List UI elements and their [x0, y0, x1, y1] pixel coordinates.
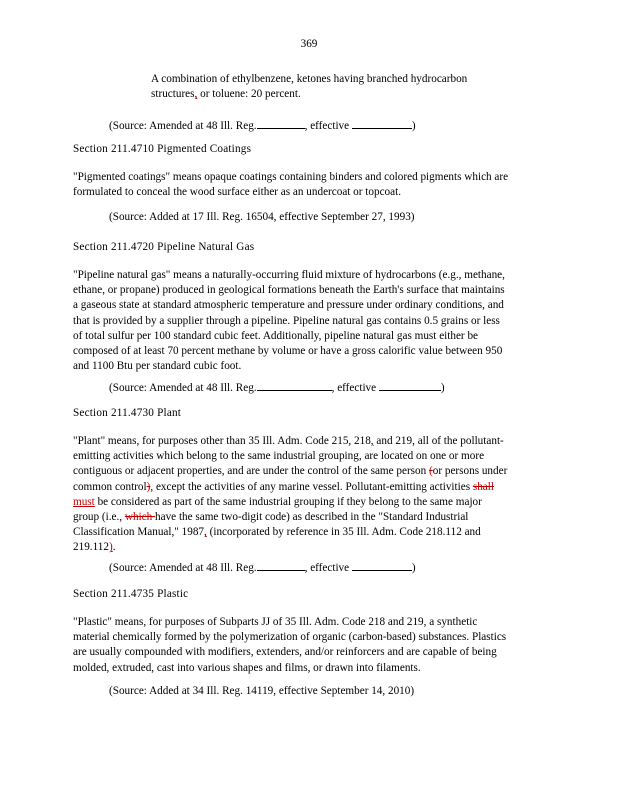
body-line: 219.112).	[73, 541, 116, 554]
inserted-comma: ,	[370, 435, 374, 447]
body-line: contiguous or adjacent properties, and are under the control of the same person (or persons under	[73, 465, 508, 478]
body-line: must be considered as part of the same industrial grouping if they belong to the same major	[73, 495, 482, 508]
section-heading-4720: Section 211.4720 Pipeline Natural Gas	[73, 241, 255, 253]
deleted-word-which: which	[124, 511, 156, 524]
body-line: a gaseous state at standard atmospheric temperature and pressure under ordinary conditions, and	[73, 299, 504, 312]
body-line: material chemically formed by the polymerization of organic (carbon-based) substances. Plastics	[73, 631, 507, 644]
section-body-4730	[73, 434, 543, 556]
carryover-line-2: structures, or toluene: 20 percent.	[151, 88, 301, 101]
body-line: group (i.e., which have the same two-digit code) as described in the "Standard Industrial	[73, 511, 469, 524]
blank-line	[257, 379, 332, 391]
body-line: "Pipeline natural gas" means a naturally-occurring fluid mixture of hydrocarbons (e.g., methane,	[73, 269, 505, 281]
body-line: composed of at least 70 percent methane by volume or have a gross calorific value between 950	[73, 345, 503, 358]
source-note-4720: (Source: Amended at 48 Ill. Reg. , effective )	[109, 379, 549, 396]
body-line: "Plant" means, for purposes other than 35 Ill. Adm. Code 215, 218, and 219, all of the pollutant-	[73, 435, 504, 447]
body-line: formulated to conceal the wood surface either as an undercoat or topcoat.	[73, 186, 402, 199]
deleted-word-shall: shall	[472, 480, 494, 493]
source-note-pre: (Source: Amended at 48 Ill. Reg. , effective )	[109, 117, 549, 134]
section-heading-4730: Section 211.4730 Plant	[73, 407, 182, 419]
body-line: ethane, or propane) produced in geological formations beneath the Earth's surface that maintains	[73, 284, 505, 297]
source-note-4730: (Source: Amended at 48 Ill. Reg. , effective )	[109, 559, 549, 576]
blank-line	[257, 559, 305, 571]
body-line: "Plastic" means, for purposes of Subparts JJ of 35 Ill. Adm. Code 218 and 219, a synthetic	[73, 616, 478, 628]
inserted-comma: ,	[150, 480, 154, 493]
body-line: "Pigmented coatings" means opaque coatings containing binders and colored pigments which are	[73, 171, 509, 183]
body-line: common control), except the activities of any marine vessel. Pollutant-emitting activities shall	[73, 480, 494, 493]
body-line: molded, extruded, cast into various shapes and films, or drawn into filaments.	[73, 661, 421, 674]
body-line: and 1100 Btu per standard cubic foot.	[73, 360, 242, 373]
inserted-word-must: must	[73, 495, 95, 508]
section-body-4710	[73, 170, 543, 200]
source-note-4710: (Source: Added at 17 Ill. Reg. 16504, effective September 27, 1993)	[109, 211, 415, 223]
body-line: that is provided by a supplier through a pipeline. Pipeline natural gas contains 0.5 grains or less	[73, 314, 500, 327]
deleted-paren: )	[146, 480, 151, 493]
inserted-comma: ,	[194, 88, 198, 101]
section-body-4735	[73, 615, 543, 676]
body-line: Classification Manual," 1987, (incorporated by reference in 35 Ill. Adm. Code 218.112 and	[73, 526, 481, 539]
section-body-4720	[73, 268, 543, 374]
body-line: of total sulfur per 100 standard cubic feet. Additionally, pipeline natural gas must either be	[73, 329, 479, 342]
blank-line	[257, 117, 305, 129]
body-line: are usually compounded with modifiers, extenders, and/or reinforcers and are capable of being	[73, 646, 497, 659]
blank-line	[379, 379, 441, 391]
blank-line	[352, 117, 412, 129]
carryover-paragraph	[151, 72, 543, 102]
deleted-paren: (	[429, 465, 433, 478]
section-heading-4710: Section 211.4710 Pigmented Coatings	[73, 143, 252, 155]
inserted-comma: ,	[204, 526, 207, 539]
body-line: emitting activities which belong to the same industrial grouping, are located on one or more	[73, 450, 485, 463]
blank-line	[352, 559, 412, 571]
carryover-line-1: A combination of ethylbenzene, ketones having branched hydrocarbon	[151, 73, 468, 85]
source-note-4735: (Source: Added at 34 Ill. Reg. 14119, effective September 14, 2010)	[109, 685, 415, 697]
page-number: 369	[300, 38, 318, 50]
section-heading-4735: Section 211.4735 Plastic	[73, 588, 189, 600]
inserted-paren: )	[108, 541, 113, 554]
